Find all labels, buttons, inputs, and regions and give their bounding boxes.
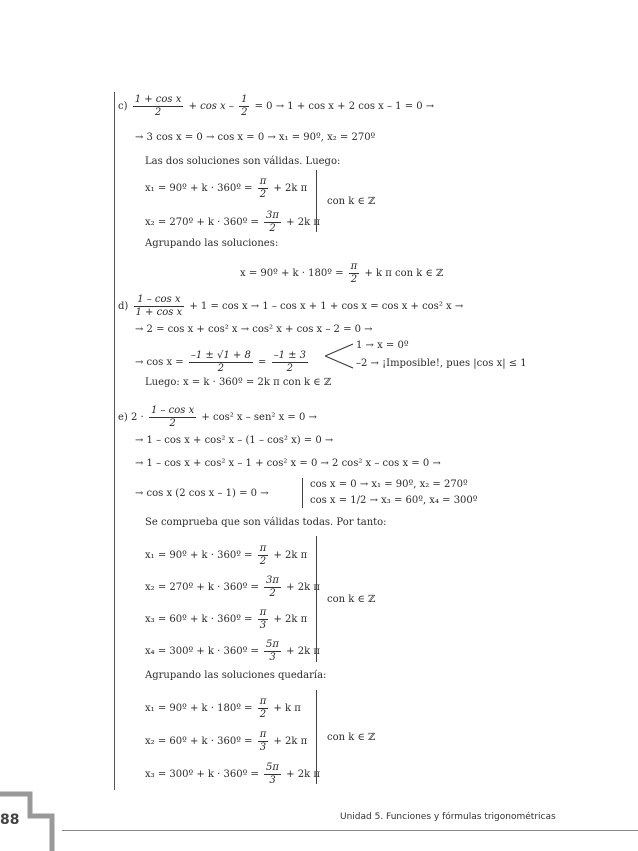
c-grouping: Agrupando las soluciones: [145, 238, 279, 249]
footer-title: Unidad 5. Funciones y fórmulas trigonométricas [340, 812, 556, 822]
d-branch-1: 1 → x = 0º [356, 340, 409, 351]
e-solution-1: x₁ = 90º + k · 360º = $\frac{\pi}{2}$ + 2k π [145, 543, 308, 567]
c-line-2: → 3 cos x = 0 → cos x = 0 → x₁ = 90º, x₂ = 270º [135, 132, 376, 143]
c-line-1: c) $\frac{\text{1 + cos x}}{2}$ + cos x – $\frac{1}{2}$ = 0 → 1 + cos x + 2 cos x – 1 = 0 → [118, 94, 435, 118]
e-solution-3: x₃ = 60º + k · 360º = $\frac{\pi}{3}$ + 2k π [145, 607, 308, 631]
e-brace-2 [312, 690, 317, 784]
c-brace [312, 170, 317, 232]
e-case-1: cos x = 0 → x₁ = 90º, x₂ = 270º [310, 479, 468, 490]
e-con-2: con k ∈ ℤ [327, 732, 376, 743]
e-line-3: → 1 – cos x + cos² x – 1 + cos² x = 0 → 2 cos² x – cos x = 0 → [135, 458, 441, 469]
c-solution-1: x₁ = 90º + k · 360º = $\frac{\pi}{2}$ + 2k π [145, 176, 308, 200]
d-luego: Luego: x = k · 360º = 2k π con k ∈ ℤ [145, 377, 332, 388]
e-solution-4: x₄ = 300º + k · 360º = $\frac{5\pi}{3}$ + 2k π [145, 639, 320, 663]
e-con-1: con k ∈ ℤ [327, 594, 376, 605]
c-frac-1: $\frac{\text{1 + cos x}}{2}$ [134, 94, 182, 118]
c-label: c) [118, 101, 128, 112]
e-case-brace [302, 478, 307, 508]
d-branch-arrow [325, 342, 355, 370]
e-case-2: cos x = 1/2 → x₃ = 60º, x₄ = 300º [310, 495, 478, 506]
e-grouped-3: x₃ = 300º + k · 360º = $\frac{5\pi}{3}$ + 2k π [145, 762, 320, 786]
d-line-1: d) $\frac{\text{1 – cos x}}{\text{1 + cos x}}$ + 1 = cos x → 1 – cos x + 1 + cos x = cos x + cos² x → [118, 294, 464, 318]
footer-rule [62, 830, 638, 831]
e-line-4: → cos x (2 cos x – 1) = 0 → [135, 488, 269, 499]
margin-rule [114, 92, 115, 790]
e-brace-1 [312, 536, 317, 662]
c-con: con k ∈ ℤ [327, 196, 376, 207]
d-line-2: → 2 = cos x + cos² x → cos² x + cos x – 2 = 0 → [135, 324, 373, 335]
page-number: 88 [0, 812, 20, 828]
e-line-2: → 1 – cos x + cos² x – (1 – cos² x) = 0 → [135, 435, 334, 446]
c-line-3: Las dos soluciones son válidas. Luego: [145, 156, 341, 167]
e-line-1: e) 2 · $\frac{\text{1 – cos x}}{2}$ + cos² x – sen² x = 0 → [118, 405, 317, 429]
e-grouped-2: x₂ = 60º + k · 360º = $\frac{\pi}{3}$ + 2k π [145, 729, 308, 753]
c-grouped-solution: x = 90º + k · 180º = $\frac{\pi}{2}$ + k π con k ∈ ℤ [240, 261, 444, 285]
d-line-3: → cos x = $\frac{-1 \pm √1 + 8}{2}$ = $\frac{-1 \pm 3}{2}$ [135, 350, 307, 374]
e-solution-2: x₂ = 270º + k · 360º = $\frac{3\pi}{2}$ + 2k π [145, 575, 320, 599]
e-grouping: Agrupando las soluciones quedaría: [145, 670, 327, 681]
e-check: Se comprueba que son válidas todas. Por tanto: [145, 517, 387, 528]
c-solution-2: x₂ = 270º + k · 360º = $\frac{3\pi}{2}$ + 2k π [145, 210, 320, 234]
d-branch-2: –2 → ¡Imposible!, pues |cos x| ≤ 1 [356, 358, 527, 369]
e-grouped-1: x₁ = 90º + k · 180º = $\frac{\pi}{2}$ + k π [145, 696, 301, 720]
d-label: d) [118, 301, 129, 312]
e-label: e) [118, 412, 128, 423]
c-frac-2: $\frac{1}{2}$ [241, 94, 248, 118]
